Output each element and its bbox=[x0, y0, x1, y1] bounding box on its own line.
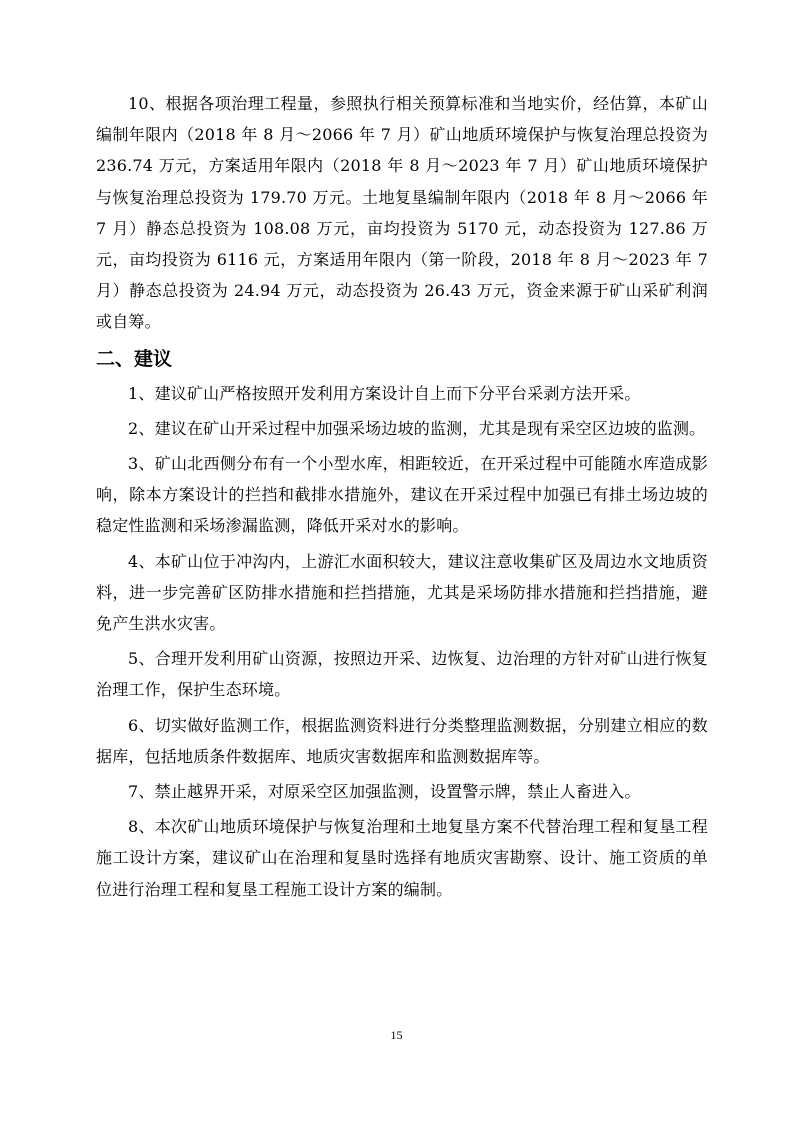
suggestion-item-1: 1、建议矿山严格按照开发利用方案设计自上而下分平台采剥方法开采。 bbox=[128, 383, 641, 403]
suggestion-item-5: 5、合理开发利用矿山资源，按照边开采、边恢复、边治理的方针对矿山进行恢复治理工作，保护生态环境。 bbox=[96, 649, 708, 700]
suggestion-item-7: 7、禁止越界开采，对原采空区加强监测，设置警示牌，禁止人畜进入。 bbox=[128, 782, 641, 802]
suggestion-item-3: 3、矿山北西侧分布有一个小型水库，相距较近，在开采过程中可能随水库造成影响，除本方案设计的拦挡和截排水措施外，建议在开采过程中加强已有排土场边坡的稳定性监测和采场渗漏监测，降低开采对水的影响。 bbox=[96, 454, 708, 536]
page-number: 15 bbox=[390, 1028, 403, 1042]
suggestion-item-8: 8、本次矿山地质环境保护与恢复治理和土地复垦方案不代替治理工程和复垦工程施工设计方案，建议矿山在治理和复垦时选择有地质灾害勘察、设计、施工资质的单位进行治理工程和复垦工程施工设计方案的编制。 bbox=[96, 817, 708, 899]
section-heading: 二、建议 bbox=[96, 347, 173, 370]
suggestion-item-6: 6、切实做好监测工作，根据监测资料进行分类整理监测数据，分别建立相应的数据库，包括地质条件数据库、地质灾害数据库和监测数据库等。 bbox=[96, 715, 708, 766]
investment-paragraph: 10、根据各项治理工程量，参照执行相关预算标准和当地实价，经估算，本矿山编制年限内（2018 年 8 月～2066 年 7 月）矿山地质环境保护与恢复治理总投资为 236.74 万元，方案适用年限内（2018 年 8 月～2023 年 7 月）矿山地质环境保护与恢复治理总投资为 179.70 万元。土地复垦编制年限内（2018 年 8 月～2066 年 7 月）静态总投资为 108.08 万元，亩均投资为 5170 元，动态投资为 127.86 万元，亩均投资为 6116 元，方案适用年限内（第一阶段，2018 年 8 月～2023 年 7 月）静态总投资为 24.94 万元，动态投资为 26.43 万元，资金来源于矿山采矿利润或自筹。 bbox=[96, 94, 708, 332]
suggestion-item-2: 2、建议在矿山开采过程中加强采场边坡的监测，尤其是现有采空区边坡的监测。 bbox=[128, 418, 706, 438]
suggestion-item-4: 4、本矿山位于冲沟内，上游汇水面积较大，建议注意收集矿区及周边水文地质资料，进一步完善矿区防排水措施和拦挡措施，尤其是采场防排水措施和拦挡措施，避免产生洪水灾害。 bbox=[96, 551, 708, 634]
page-content bbox=[96, 88, 708, 909]
